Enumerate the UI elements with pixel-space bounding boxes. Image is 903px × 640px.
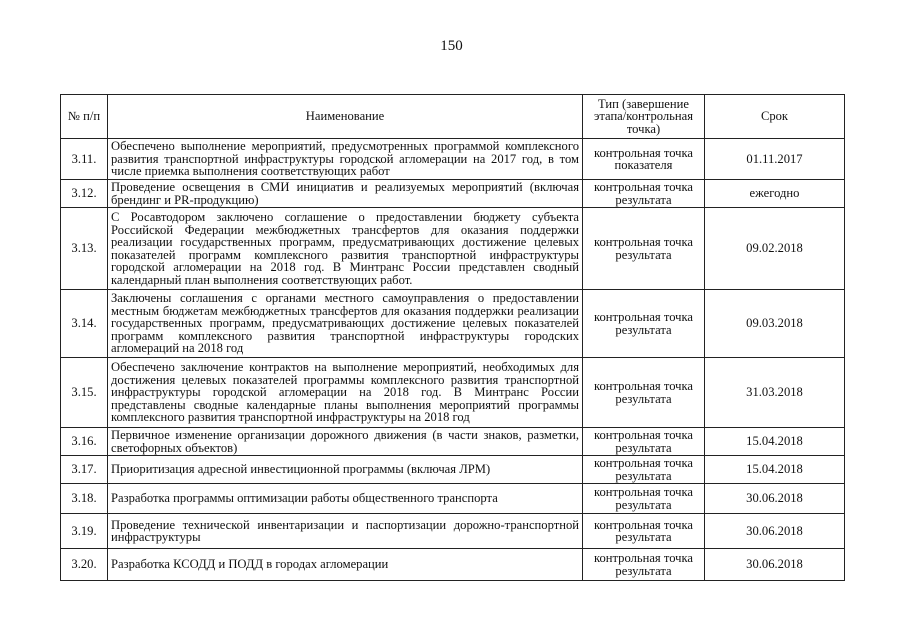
row-name: Обеспечено выполнение мероприятий, предусмотренных программой комплексного развития транспортной инфраструктуры городской агломерации на 2017 год, в том числе приемка выполнения соответствующих работ [108, 139, 583, 180]
row-type: контрольная точка результата [583, 290, 705, 358]
row-num: 3.17. [61, 456, 108, 484]
row-type: контрольная точка результата [583, 208, 705, 290]
row-num: 3.15. [61, 358, 108, 428]
table-row [61, 484, 845, 514]
plan-table [60, 94, 845, 581]
row-type: контрольная точка результата [583, 180, 705, 208]
row-name: Первичное изменение организации дорожного движения (в части знаков, разметки, светофорных объектов) [108, 428, 583, 456]
row-type: контрольная точка результата [583, 456, 705, 484]
table-row [61, 549, 845, 581]
row-name: Проведение освещения в СМИ инициатив и реализуемых мероприятий (включая брендинг и PR-продукцию) [108, 180, 583, 208]
row-num: 3.18. [61, 484, 108, 514]
table-header-row [61, 95, 845, 139]
row-type: контрольная точка показателя [583, 139, 705, 180]
row-num: 3.13. [61, 208, 108, 290]
row-num: 3.12. [61, 180, 108, 208]
row-type: контрольная точка результата [583, 549, 705, 581]
row-date: 15.04.2018 [705, 456, 845, 484]
row-num: 3.16. [61, 428, 108, 456]
row-type: контрольная точка результата [583, 428, 705, 456]
table-row [61, 290, 845, 358]
table-row [61, 358, 845, 428]
row-name: Приоритизация адресной инвестиционной программы (включая ЛРМ) [108, 456, 583, 484]
table-row [61, 514, 845, 549]
row-type: контрольная точка результата [583, 358, 705, 428]
page-number: 150 [440, 38, 463, 54]
table-row [61, 208, 845, 290]
row-name: Проведение технической инвентаризации и паспортизации дорожно-транспортной инфраструктуры [108, 514, 583, 549]
table-row [61, 428, 845, 456]
row-date: ежегодно [705, 180, 845, 208]
row-date: 30.06.2018 [705, 549, 845, 581]
row-name: С Росавтодором заключено соглашение о предоставлении бюджету субъекта Российской Федерации межбюджетных трансфертов для оказания поддержки реализации государственных программ, предусматривающих достижение целевых показателей программ комплексного развития транспортной инфраструктуры городской агломерации на 2018 год. В Минтранс России представлен сводный календарный план выполнения соответствующих работ. [108, 208, 583, 290]
table-row [61, 139, 845, 180]
row-num: 3.11. [61, 139, 108, 180]
row-num: 3.14. [61, 290, 108, 358]
table-row [61, 456, 845, 484]
row-date: 09.03.2018 [705, 290, 845, 358]
table-row [61, 180, 845, 208]
row-date: 01.11.2017 [705, 139, 845, 180]
row-date: 30.06.2018 [705, 514, 845, 549]
row-type: контрольная точка результата [583, 514, 705, 549]
row-date: 15.04.2018 [705, 428, 845, 456]
row-num: 3.20. [61, 549, 108, 581]
header-type: Тип (завершение этапа/контрольная точка) [583, 95, 705, 139]
header-name: Наименование [108, 95, 583, 139]
row-date: 31.03.2018 [705, 358, 845, 428]
row-date: 09.02.2018 [705, 208, 845, 290]
row-name: Заключены соглашения с органами местного самоуправления о предоставлении местным бюджетам межбюджетных трансфертов для оказания поддержки реализации государственных программ, предусматривающих достижение целевых показателей программ комплексного развития транспортной инфраструктуры городских агломераций на 2018 год [108, 290, 583, 358]
header-date: Срок [705, 95, 845, 139]
row-date: 30.06.2018 [705, 484, 845, 514]
row-name: Обеспечено заключение контрактов на выполнение мероприятий, необходимых для достижения целевых показателей программы комплексного развития транспортной инфраструктуры городской агломерации на 2018 год. В Минтранс России представлены сводные календарные планы выполнения мероприятий программы комплексного развития транспортной инфраструктуры на 2018 год [108, 358, 583, 428]
row-name: Разработка КСОДД и ПОДД в городах агломерации [108, 549, 583, 581]
header-num: № п/п [61, 95, 108, 139]
row-num: 3.19. [61, 514, 108, 549]
row-name: Разработка программы оптимизации работы общественного транспорта [108, 484, 583, 514]
row-type: контрольная точка результата [583, 484, 705, 514]
